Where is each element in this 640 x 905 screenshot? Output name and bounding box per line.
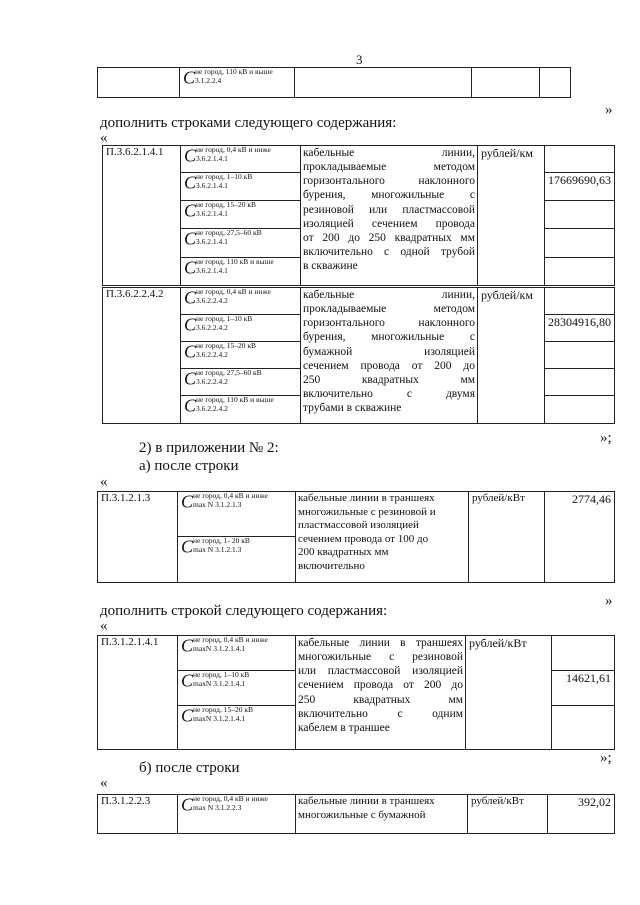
formula: Cне город, 110 кВ и выше 3.1.2.2.4 [183, 67, 273, 87]
formula-cell: Cне город, 1- 20 кВ max N 3.1.2.1.3 [178, 537, 296, 583]
instruction-add-row: дополнить строкой следующего содержания: [100, 603, 388, 619]
row-value: 2774,46 [545, 492, 615, 583]
row-unit: рублей/км [478, 288, 545, 424]
row-value: 17669690,63 [545, 173, 615, 201]
formula-cell: Cне город, 0,4 кВ и ниже max N 3.1.2.2.3 [178, 795, 296, 834]
opening-quote: « [100, 130, 108, 146]
formula-cell: Cне город, 0,4 кВ и ниже max N 3.1.2.1.3 [178, 492, 296, 537]
formula-cell: Cне город, 1–10 кВ 3.6.2.2.4.2 [181, 315, 301, 342]
value-cell [545, 146, 615, 173]
row-code: П.3.1.2.1.3 [98, 492, 178, 583]
table-1 [102, 145, 615, 286]
closing-quote: » [605, 593, 613, 609]
row-value: 392,02 [548, 795, 615, 834]
row-unit: рублей/км [478, 146, 545, 286]
row-unit: рублей/кВт [469, 492, 545, 583]
value-cell [552, 706, 615, 750]
code-cell [98, 68, 180, 98]
row-code: П.3.6.2.1.4.1 [103, 146, 181, 286]
formula-cell: Cне город, 0,4 кВ и ниже maxN 3.1.2.1.4.1 [178, 636, 296, 671]
value-cell [545, 342, 615, 369]
row-description: кабельные линии в траншеях многожильные с резиновой и пластмассовой изоляцией сечением провода от 100 до 200 квадратных мм включительно [296, 492, 469, 583]
formula-cell: Cне город, 15–20 кВ 3.6.2.2.4.2 [181, 342, 301, 369]
row-unit: рублей/кВт [468, 795, 548, 834]
formula-cell: Cне город, 15–20 кВ maxN 3.1.2.1.4.1 [178, 706, 296, 750]
value-cell [545, 258, 615, 286]
value-cell [545, 396, 615, 424]
table-5 [97, 794, 615, 834]
row-unit: рублей/кВт [466, 636, 552, 750]
value-cell [552, 636, 615, 671]
closing-quote: »; [600, 750, 612, 766]
row-code: П.3.1.2.1.4.1 [98, 636, 178, 750]
formula-cell: Cне город, 15–20 кВ 3.6.2.1.4.1 [181, 201, 301, 229]
unit-cell [472, 68, 540, 98]
formula-cell: Cне город, 1–10 кВ 3.6.2.1.4.1 [181, 173, 301, 201]
desc-cell [295, 68, 472, 98]
opening-quote: « [100, 618, 108, 634]
item-a: а) после строки [139, 458, 239, 474]
row-description: кабельные линии, прокладываемые методом горизонтального наклонного бурения, многожильные с бумажной изоляцией сечением провода от 200 до 250 квадратных мм включительно с двумя трубами в скважине [301, 288, 478, 424]
value-cell [545, 229, 615, 258]
row-code: П.3.6.2.2.4.2 [103, 288, 181, 424]
table-top-fragment [97, 67, 571, 98]
closing-quote: » [605, 102, 613, 118]
value-cell [545, 369, 615, 396]
table-3 [97, 491, 615, 583]
row-description: кабельные линии в траншеях многожильные с резиновой или пластмассовой изоляцией сечением провода от 200 до 250 квадратных мм включительно с одним кабелем в траншее [296, 636, 466, 750]
row-value: 28304916,80 [545, 315, 615, 342]
row-code: П.3.1.2.2.3 [98, 795, 178, 834]
opening-quote: « [100, 775, 108, 791]
formula-cell: Cне город, 0,4 кВ и ниже 3.6.2.2.4.2 [181, 288, 301, 315]
value-cell [540, 68, 571, 98]
formula-cell: Cне город, 27,5–60 кВ 3.6.2.1.4.1 [181, 229, 301, 258]
item-2: 2) в приложении № 2: [139, 440, 279, 456]
formula-cell: Cне город, 110 кВ и выше 3.6.2.1.4.1 [181, 258, 301, 286]
formula-cell [180, 68, 295, 98]
value-cell [545, 201, 615, 229]
formula-cell: Cне город, 0,4 кВ и ниже 3.6.2.1.4.1 [181, 146, 301, 173]
row-description: кабельные линии, прокладываемые методом горизонтального наклонного бурения, многожильные с резиновой или пластмассовой изоляцией сечением провода от 200 до 250 квадратных мм включительно с одной трубой в скважине [301, 146, 478, 286]
opening-quote: « [100, 474, 108, 490]
instruction-add-rows: дополнить строками следующего содержания: [100, 115, 397, 131]
page-number: 3 [356, 52, 363, 67]
table-4 [97, 635, 615, 750]
item-b: б) после строки [139, 760, 240, 776]
formula-cell: Cне город, 1–10 кВ maxN 3.1.2.1.4.1 [178, 671, 296, 706]
row-value: 14621,61 [552, 671, 615, 706]
row-description: кабельные линии в траншеях многожильные с бумажной [296, 795, 468, 834]
formula-cell: Cне город, 110 кВ и выше 3.6.2.2.4.2 [181, 396, 301, 424]
value-cell [545, 288, 615, 315]
formula-cell: Cне город, 27,5–60 кВ 3.6.2.2.4.2 [181, 369, 301, 396]
closing-quote: »; [600, 430, 612, 446]
table-2 [102, 287, 615, 424]
